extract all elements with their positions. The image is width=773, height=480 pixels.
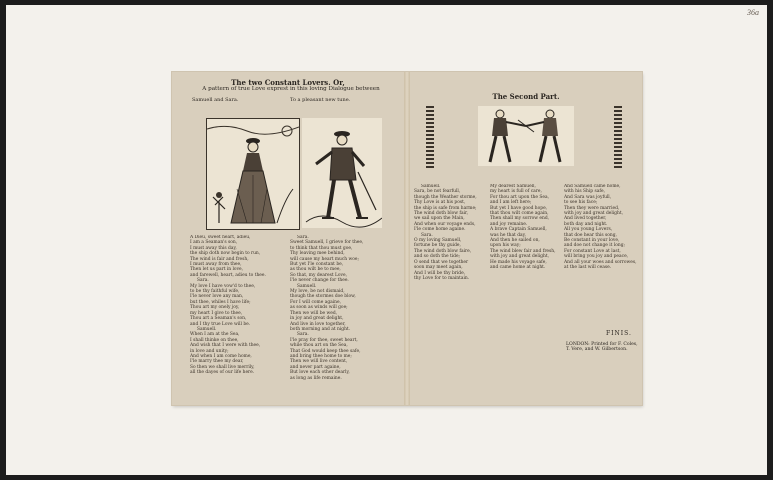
second-part-title: The Second Part.: [492, 92, 560, 101]
ornament-border-left: [426, 106, 434, 170]
ornament-border-right: [614, 106, 622, 170]
ballad-names: Samuell and Sara.: [192, 97, 239, 103]
woodcut-couple-icon: [478, 106, 574, 166]
ballad-subtitle: A pattern of true Love exprest in this loving Dialogue between: [202, 86, 380, 92]
left-page: [172, 72, 404, 405]
ballad-title: The two Constant Lovers. Or,: [231, 78, 345, 87]
ballad-tune: To a pleasant new tune.: [290, 97, 351, 103]
right-text-column-3: And Samuell came home, with his Ship safe, And Sara was joyfull, to see his face; Then they were married, with joy and great delight, And lived together, both day and night. All you young Lovers, that doe hear this song, Be constant in your love, and doe not change it long; For constant Love at last, will bring you joy and peace, And all your woes and sorrowes, at the last will cease.: [564, 184, 637, 271]
woodcut-man-icon: [302, 118, 382, 228]
broadside-sheet: [172, 72, 642, 405]
right-text-column-1: Samuell. Sara, be not fearfull, though the Weather storme, Thy Love is at his post, the ship is safe from harme; The wind doth blow fair, we sail upon the Main, And when our voyage ends, I'le come home againe. Sara. O my loving Samuell, fortune be thy guide, The wind doth blow faire, and so doth the tide; O send that we together soon may meet again, And I will be thy bride, thy Love for to maintain.: [414, 184, 477, 281]
printer-imprint: LONDON: Printed for F. Coles, T. Vere, and W. Gilbertson.: [566, 342, 638, 353]
woodcut-woman-icon: [206, 118, 300, 230]
finis-mark: FINIS.: [606, 330, 632, 337]
right-text-column-2: My dearest Samuell, my heart is full of care, For thou art upon the Sea, and I am left here; But yet I have good hope, that thou wilt come again, Then shall my sorrow end, and joy remaine. A brave Captain Samuell, was he that day, And then he sailed on, upon his way; The wind blew fair and fresh, with joy and great delight, He made his voyage safe, and came home at night.: [490, 184, 556, 271]
archive-mount: [6, 5, 767, 475]
left-text-column-1: A Dieu, sweet heart, adieu, I am a Seaman's son, I must away this day, the ship doth now begin to run, The wind is fair and fresh, I must away from thee, Then let us part in love, and farewell, heart, adieu to thee. Sara. My love I have vow'd to thee, to be thy faithful wife, I'le never love any man, but thee, whiles I have life; Thou art my onely joy, my heart I give to thee, Thou art a Seaman's son, and I thy true Love will be. Samuell. When I am at the Sea, I shall thinke on thee, And wish that I were with thee, in love and unity; And when I am come home, I'le marry thee my dear, So then we shall live merrily, all the dayes of our life here.: [190, 235, 266, 376]
folio-number: 36a: [747, 8, 759, 17]
left-text-column-2: Sara. Sweet Samuell, I grieve for thee, to think that thou must goe, Thy leaving mee behind, will cause my heart much woe; But yet I'le constant be, as thou wilt be to mee, So that, my dearest Love, I'le never change for thee. Samuell. My love, be not dismaid, though the stormes doe blow, For I will come againe, as soon as winds will goe; Then we will be wed, in joy and great delight, And live in love together, both morning and at night. Sara. I'le pray for thee, sweet heart, while thou art on the Sea, That God would keep thee safe, and bring thee home to me; Then we will live content, and never part againe, But love each other dearly, as long as life remaine.: [290, 235, 364, 381]
right-page: [410, 72, 642, 405]
